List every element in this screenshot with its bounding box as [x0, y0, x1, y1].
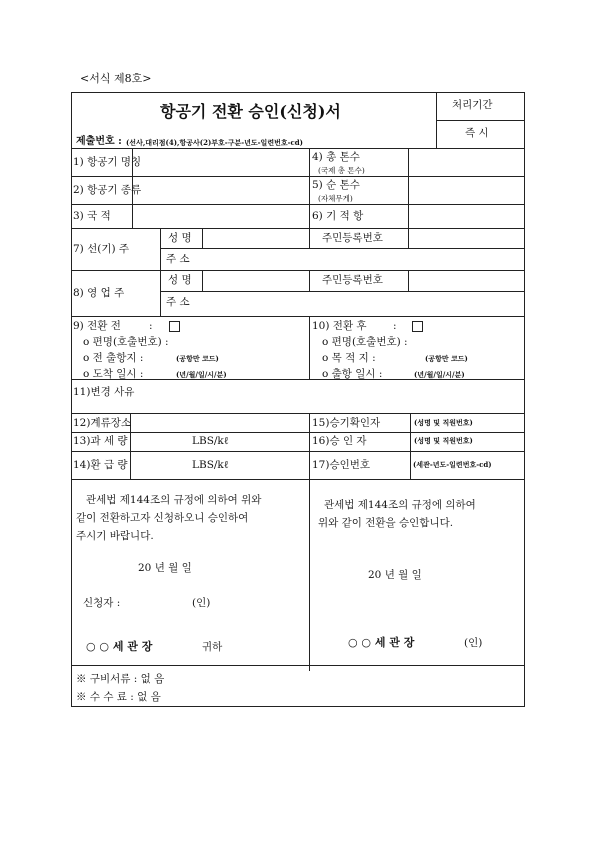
- tax-amount-label: 13)과 세 량: [73, 435, 128, 447]
- before-flight: o 편명(호출번호) :: [83, 336, 169, 348]
- after-departure-label: o 출항 일시 :: [322, 368, 383, 380]
- total-tonnage-label: 4) 총 톤수: [312, 151, 360, 163]
- total-tonnage-sub: (국제 총 톤수): [318, 166, 365, 175]
- tax-amount-unit: LBS/kℓ: [192, 435, 229, 447]
- request-text-line-1: 관세법 제144조의 규정에 의하여 위와: [86, 494, 262, 506]
- nationality-label: 3) 국 적: [73, 210, 111, 222]
- before-checkbox[interactable]: [169, 321, 180, 332]
- required-documents: ※ 구비서류 : 없 음: [76, 673, 165, 685]
- submit-number-format: (선사,대리점(4),항공사(2)부호-구분-년도-일련번호-cd): [126, 138, 303, 147]
- operator-name-label: 성 명: [168, 274, 192, 286]
- after-colon: :: [393, 320, 397, 332]
- owner-regno-label: 주민등록번호: [322, 232, 383, 244]
- processing-period-label: 처리기간: [452, 99, 493, 111]
- after-departure-format: (년/월/일/시/분): [414, 370, 465, 379]
- owner-name-label: 성 명: [168, 232, 192, 244]
- approve-date: 20 년 월 일: [368, 569, 422, 581]
- confirmer-format: (성명 및 직원번호): [414, 418, 473, 427]
- approval-no-label: 17)승인번호: [312, 459, 371, 471]
- request-text-line-3: 주시기 바랍니다.: [76, 530, 154, 542]
- aircraft-name-label: 1) 항공기 명칭: [73, 156, 142, 168]
- net-tonnage-sub: (자체무게): [318, 194, 353, 203]
- aircraft-type-label: 2) 항공기 종류: [73, 184, 142, 196]
- before-colon: :: [149, 320, 153, 332]
- submit-number-label: 제출번호 :: [76, 136, 122, 147]
- operator-address-label: 주 소: [166, 296, 190, 308]
- approve-text-line-1: 관세법 제144조의 규정에 의하여: [324, 499, 476, 511]
- approver-seal: (인): [464, 637, 483, 649]
- before-arrival-label: o 도착 일시 :: [83, 368, 144, 380]
- before-departure-code: (공항만 코드): [176, 354, 219, 363]
- approve-text-line-2: 위와 같이 전환을 승인합니다.: [318, 517, 454, 529]
- addressee: 귀하: [202, 641, 223, 653]
- reason-label: 11)변경 사유: [73, 386, 135, 398]
- applicant-seal: (인): [192, 597, 211, 609]
- after-checkbox[interactable]: [412, 321, 423, 332]
- storage-label: 12)계류장소: [73, 417, 132, 429]
- request-text-line-2: 같이 전환하고자 신청하오니 승인하여: [76, 512, 249, 524]
- owner-address-label: 주 소: [166, 253, 190, 265]
- operator-regno-label: 주민등록번호: [322, 274, 383, 286]
- applicant-label: 신청자 :: [83, 597, 121, 609]
- refuel-amount-label: 14)환 급 량: [73, 459, 128, 471]
- before-arrival-format: (년/월/일/시/분): [176, 370, 227, 379]
- form-number: <서식 제8호>: [80, 72, 152, 85]
- page-title: 항공기 전환 승인(신청)서: [160, 102, 341, 121]
- approval-no-format: (세관-년도-일련번호-cd): [413, 460, 492, 469]
- approver-label: 16)승 인 자: [312, 435, 367, 447]
- net-tonnage-label: 5) 순 톤수: [312, 179, 360, 191]
- operator-label: 8) 영 업 주: [73, 287, 125, 299]
- home-port-label: 6) 기 적 항: [312, 210, 364, 222]
- before-departure-label: o 전 출항지 :: [83, 352, 144, 364]
- after-flight: o 편명(호출번호) :: [322, 336, 408, 348]
- fee: ※ 수 수 료 : 없 음: [76, 691, 161, 703]
- owner-label: 7) 선(기) 주: [73, 243, 130, 255]
- processing-period-value: 즉 시: [465, 127, 489, 139]
- approver-format: (성명 및 직원번호): [414, 436, 473, 445]
- after-destination-label: o 목 적 지 :: [322, 352, 376, 364]
- after-label: 10) 전환 후: [312, 320, 367, 332]
- request-date: 20 년 월 일: [138, 562, 192, 574]
- customs-chief-left: ○ ○ 세 관 장: [86, 640, 153, 653]
- after-destination-code: (공항만 코드): [425, 354, 468, 363]
- before-label: 9) 전환 전: [73, 320, 121, 332]
- confirmer-label: 15)승기확인자: [312, 417, 381, 429]
- refuel-amount-unit: LBS/kℓ: [192, 459, 229, 471]
- customs-chief-right: ○ ○ 세 관 장: [348, 636, 415, 649]
